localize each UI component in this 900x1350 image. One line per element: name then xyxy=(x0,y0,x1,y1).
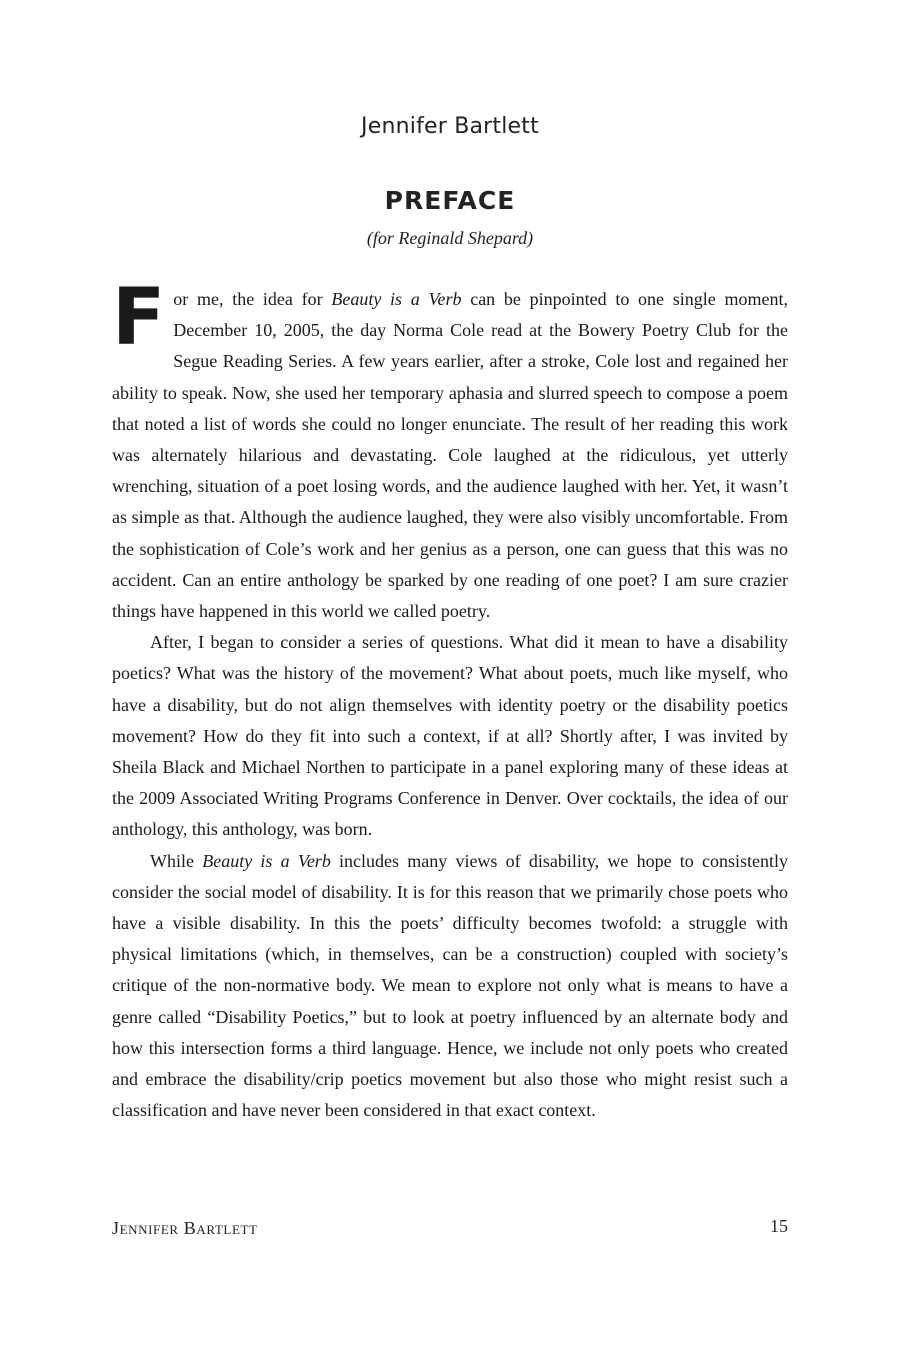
book-title-italic: Beauty is a Verb xyxy=(331,289,462,309)
page-number: 15 xyxy=(770,1216,788,1236)
paragraph-1-text-a: or me, the idea for xyxy=(173,289,332,309)
paragraph-3-text-a: While xyxy=(150,850,203,871)
dedication: (for Reginald Shepard) xyxy=(366,228,534,248)
drop-cap: F xyxy=(112,273,166,363)
book-title-italic: Beauty is a Verb xyxy=(202,850,331,871)
paragraph-1 xyxy=(112,273,788,627)
running-footer-author: Jennifer Bartlett xyxy=(112,1218,258,1238)
chapter-title: PREFACE xyxy=(384,186,516,215)
paragraph-1-text-b: can be pinpointed to one single moment, December 10, 2005, the day Norma Cole read at the Bowery Poetry Club for the Segue Reading Series. A few years earlier, after a stroke, Cole lost and regained her ability to speak. Now, she used her temporary aphasia and slurred speech to compose a poem that noted a list of words she could no longer enunciate. The result of her reading this work was alternately hilarious and devastating. Cole laughed at the ridiculous, yet utterly wrenching, situation of a poet losing words, and the audience laughed with her. Yet, it wasn’t as simple as that. Although the audience laughed, they were also visibly uncomfortable. From the sophistication of Cole’s work and her genius as a person, one can guess that this was no accident. Can an entire anthology be sparked by one reading of one poet? I am sure crazier things have happened in this world we called poetry. xyxy=(112,289,788,622)
paragraph-3-text-b: includes many views of disability, we hope to consistently consider the social model of disability. It is for this reason that we primarily chose poets who have a visible disability. In this the poets’ difficulty becomes twofold: a struggle with physical limitations (which, in themselves, can be a construction) coupled with society’s critique of the non-normative body. We mean to explore not only what is means to have a genre called “Disability Poetics,” but to look at poetry influenced by an alternate body and how this intersection forms a third language. Hence, we include not only poets who created and embrace the disability/crip poetics movement but also those who might resist such a classification and have never been considered in that exact context. xyxy=(112,850,789,1121)
paragraph-3 xyxy=(112,846,788,1127)
chapter-author: Jennifer Bartlett xyxy=(361,114,539,139)
body-text xyxy=(112,273,789,1126)
paragraph-2: After, I began to consider a series of questions. What did it mean to have a disability poetics? What was the history of the movement? What about poets, much like myself, who have a disability, but do not align themselves with identity poetry or the disability poetics movement? How do they fit into such a context, if at all? Shortly after, I was invited by Sheila Black and Michael Northen to participate in a panel exploring many of these ideas at the 2009 Associated Writing Programs Conference in Denver. Over cocktails, the idea of our anthology, this anthology, was born. xyxy=(112,632,788,840)
